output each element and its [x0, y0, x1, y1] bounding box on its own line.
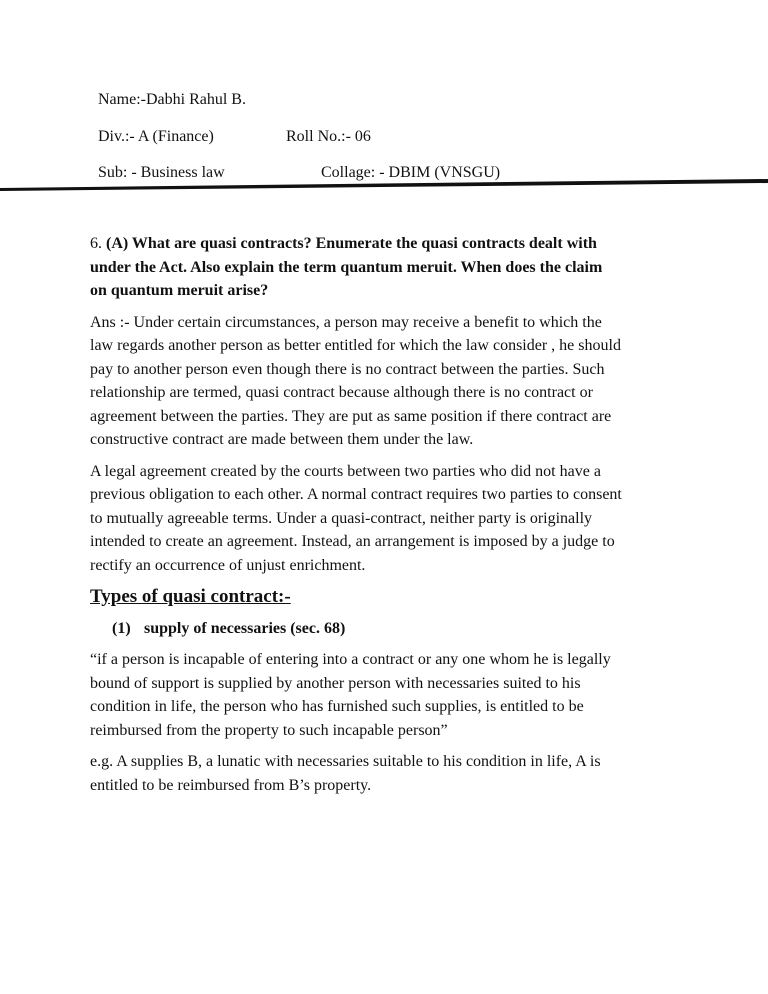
- text-line: constructive contract are made between them under the law.: [90, 431, 474, 448]
- list-item-number: (1): [112, 620, 131, 637]
- text-line: agreement between the parties. They are put as same position if there contract are: [90, 407, 612, 425]
- question-number: 6.: [90, 235, 102, 252]
- roll-number: Roll No.:- 06: [286, 128, 371, 145]
- list-item-label: supply of necessaries (sec. 68): [144, 620, 346, 637]
- college: Collage: - DBIM (VNSGU): [321, 164, 501, 181]
- student-name: Name:-Dabhi Rahul B.: [98, 91, 246, 108]
- section-title: Types of quasi contract:-: [90, 586, 291, 607]
- text-line: intended to create an agreement. Instead, an arrangement is imposed by a judge to: [90, 533, 615, 550]
- answer-paragraph-2: [90, 460, 690, 578]
- list-item: [112, 617, 690, 640]
- text-line: pay to another person even though there is no contract between the parties. Such: [90, 360, 605, 378]
- text-line: relationship are termed, quasi contract because although there is no contract or: [90, 384, 593, 401]
- document-body: [90, 232, 690, 805]
- question-line: under the Act. Also explain the term quantum meruit. When does the claim: [90, 258, 603, 276]
- text-line: previous obligation to each other. A normal contract requires two parties to consent: [90, 486, 622, 503]
- text-line: rectify an occurrence of unjust enrichment.: [90, 556, 366, 574]
- text-line: “if a person is incapable of entering into a contract or any one whom he is legally: [90, 651, 611, 668]
- text-line: reimbursed from the property to such incapable person”: [90, 721, 448, 739]
- question-heading: [90, 232, 690, 303]
- quote-paragraph: [90, 648, 690, 742]
- text-line: A legal agreement created by the courts between two parties who did not have a: [90, 462, 601, 480]
- answer-paragraph-1: [90, 311, 690, 452]
- text-line: entitled to be reimbursed from B’s property.: [90, 776, 372, 794]
- example-paragraph: [90, 750, 690, 797]
- division: Div.:- A (Finance): [98, 128, 214, 145]
- text-line: bound of support is supplied by another person with necessaries suited to his: [90, 674, 581, 692]
- text-line: condition in life, the person who has furnished such supplies, is entitled to be: [90, 698, 584, 715]
- text-line: law regards another person as better entitled for which the law consider , he should: [90, 337, 621, 354]
- text-line: Ans :- Under certain circumstances, a person may receive a benefit to which the: [90, 313, 602, 331]
- question-line: on quantum meruit arise?: [90, 282, 269, 299]
- header-divider: [0, 178, 768, 192]
- subject: Sub: - Business law: [98, 164, 225, 181]
- text-line: to mutually agreeable terms. Under a quasi-contract, neither party is originally: [90, 509, 593, 527]
- text-line: e.g. A supplies B, a lunatic with necessaries suitable to his condition in life, A is: [90, 753, 601, 770]
- question-line: (A) What are quasi contracts? Enumerate the quasi contracts dealt with: [106, 235, 597, 252]
